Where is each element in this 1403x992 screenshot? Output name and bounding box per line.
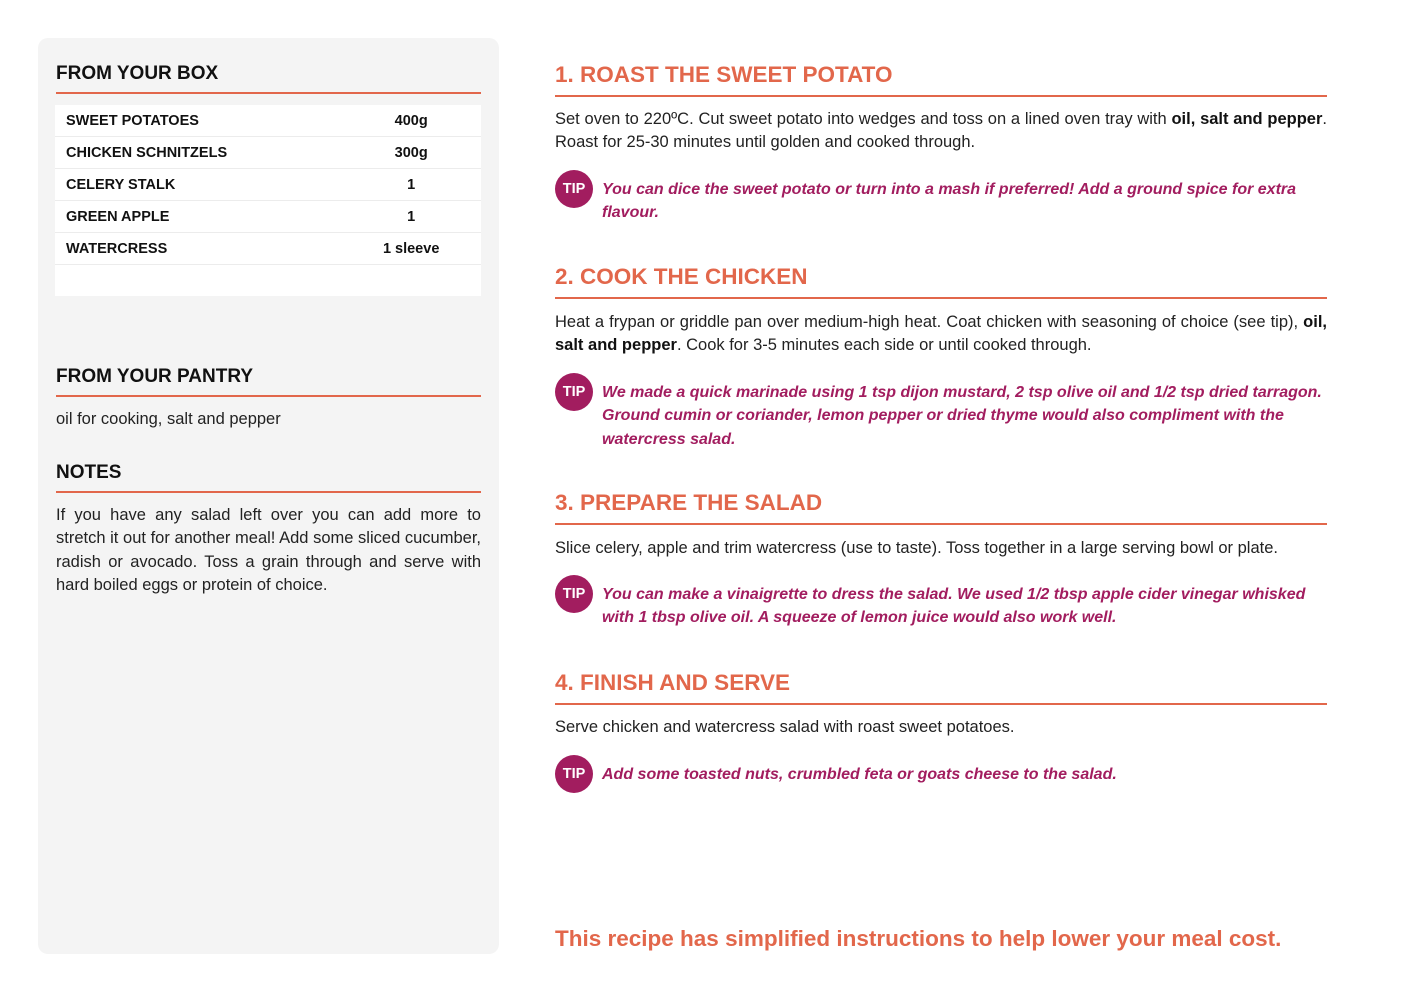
notes-heading: NOTES [56, 462, 481, 493]
notes-text: If you have any salad left over you can add more to stretch it out for another meal! Add some sliced cucumber, radish or avocado. Toss a grain through and serve with hard boiled eggs or protein of choice. [56, 506, 481, 595]
tip-text: We made a quick marinade using 1 tsp dijon mustard, 2 tsp olive oil and 1/2 tsp dried tarragon. Ground cumin or coriander, lemon pepper or dried thyme would also compliment with the watercress salad. [602, 384, 1322, 448]
tip-text: You can dice the sweet potato or turn into a mash if preferred! Add a ground spice for extra flavour. [602, 181, 1297, 222]
step-3-instructions: Slice celery, apple and trim watercress (use to taste). Toss together in a large serving bowl or plate. [555, 539, 1278, 557]
from-your-pantry-heading: FROM YOUR PANTRY [56, 366, 481, 397]
step-1-bold-text: oil, salt and pepper [1171, 110, 1323, 128]
ingredient-name: WATERCRESS [66, 240, 168, 257]
tip-badge: TIP [555, 575, 593, 613]
simplified-instructions-note: This recipe has simplified instructions to help lower your meal cost. [555, 926, 1282, 951]
tip-text: You can make a vinaigrette to dress the salad. We used 1/2 tbsp apple cider vinegar whisked with 1 tbsp olive oil. A squeeze of lemon juice would also work well. [602, 586, 1306, 627]
ingredient-qty: 1 sleeve [382, 240, 440, 257]
table-row [55, 201, 481, 233]
tip-badge: TIP [555, 755, 593, 793]
ingredient-name: CELERY STALK [66, 176, 176, 193]
tip-text: Add some toasted nuts, crumbled feta or goats cheese to the salad. [602, 766, 1117, 783]
table-row [55, 105, 481, 137]
step-1-instructions [555, 108, 1327, 155]
step-3-heading: 3. PREPARE THE SALAD [555, 490, 1327, 525]
ingredient-qty: 300g [394, 144, 428, 161]
step-1-text: Set oven to 220ºC. Cut sweet potato into wedges and toss on a lined oven tray with [555, 110, 1172, 128]
step-2-text-end: . Cook for 3-5 minutes each side or until cooked through. [676, 336, 1092, 355]
step-2-heading: 2. COOK THE CHICKEN [555, 264, 1327, 299]
step-2-bold-text: oil, salt and pepper [555, 313, 1327, 355]
step-2-instructions [555, 311, 1327, 358]
ingredient-name: SWEET POTATOES [66, 112, 199, 129]
tip-badge: TIP [555, 373, 593, 411]
step-1-text-end: . Roast for 25-30 minutes until golden and cooked through. [555, 110, 1327, 152]
table-row-empty [55, 265, 481, 296]
ingredient-name: GREEN APPLE [66, 208, 170, 225]
ingredient-qty: 1 [407, 176, 416, 193]
table-row [55, 233, 481, 265]
ingredient-qty: 400g [394, 112, 428, 129]
ingredients-panel [38, 38, 499, 954]
step-1-heading: 1. ROAST THE SWEET POTATO [555, 62, 1327, 97]
pantry-text: oil for cooking, salt and pepper [56, 410, 281, 428]
ingredients-table [55, 105, 481, 296]
ingredient-qty: 1 [407, 208, 416, 225]
step-4-instructions: Serve chicken and watercress salad with roast sweet potatoes. [555, 718, 1015, 736]
ingredient-name: CHICKEN SCHNITZELS [66, 144, 228, 161]
step-2-text: Heat a frypan or griddle pan over medium-high heat. Coat chicken with seasoning of choice (see tip), [555, 313, 1304, 331]
step-4-heading: 4. FINISH AND SERVE [555, 670, 1327, 705]
tip-badge: TIP [555, 170, 593, 208]
from-your-box-heading: FROM YOUR BOX [56, 63, 481, 94]
table-row [55, 137, 481, 169]
table-row [55, 169, 481, 201]
